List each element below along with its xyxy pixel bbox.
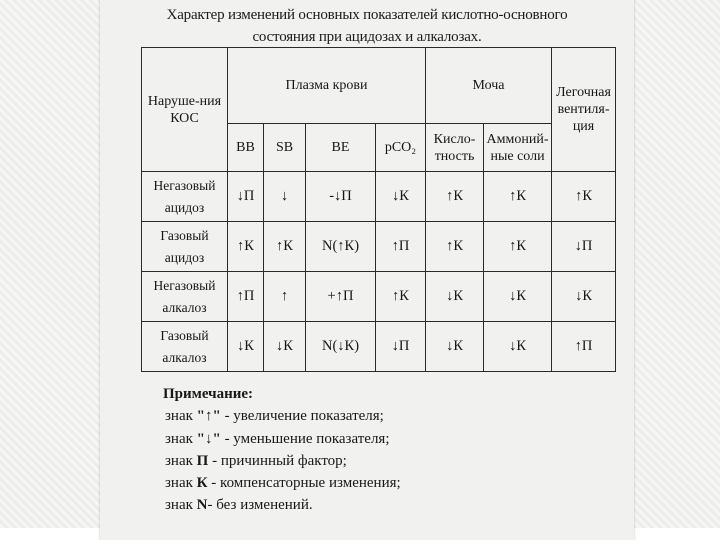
note-up-text: - увеличение показателя; — [220, 408, 384, 425]
cell-sb: ↓ — [264, 172, 306, 222]
cell-sb: ↑К — [264, 222, 306, 272]
row-label: Газовый алкалоз — [142, 322, 228, 372]
cell-bb: ↓П — [228, 172, 264, 222]
table-row — [142, 172, 616, 222]
cell-bb: ↓К — [228, 322, 264, 372]
cell-ammonium: ↓К — [484, 322, 552, 372]
cell-lung: ↑К — [552, 172, 616, 222]
cell-lung: ↓П — [552, 222, 616, 272]
row-label: Негазовый ацидоз — [142, 172, 228, 222]
cell-sb: ↓К — [264, 322, 306, 372]
note-p-text: - причинный фактор; — [208, 452, 347, 469]
note-n-text: - без изменений. — [207, 497, 313, 514]
note-up — [163, 405, 401, 427]
note-down-symbol: "↓" — [196, 430, 221, 447]
subheader-be: BE — [306, 124, 376, 172]
header-lung-label: Легочная вентиля-ция — [556, 85, 611, 134]
cell-lung: ↓К — [552, 272, 616, 322]
cell-be: +↑П — [306, 272, 376, 322]
subheader-acidity: Кисло-тность — [426, 124, 484, 172]
header-disorder — [142, 48, 228, 172]
title-line-2: состояния при ацидозах и алкалозах. — [252, 29, 482, 45]
row-label: Газовый ацидоз — [142, 222, 228, 272]
cell-bb: ↑П — [228, 272, 264, 322]
table-row — [142, 322, 616, 372]
kos-table — [141, 47, 616, 372]
subheader-ammonium: Аммоний-ные соли — [484, 124, 552, 172]
cell-bb: ↑К — [228, 222, 264, 272]
cell-be: N(↓К) — [306, 322, 376, 372]
note-down — [163, 428, 401, 450]
cell-ammonium: ↑К — [484, 222, 552, 272]
header-plasma-label: Плазма крови — [285, 78, 368, 93]
cell-ammonium: ↓К — [484, 272, 552, 322]
cell-sb: ↑ — [264, 272, 306, 322]
row-label: Негазовый алкалоз — [142, 272, 228, 322]
note-n — [163, 494, 401, 516]
title-line-1: Характер изменений основных показателей кислотно-основного — [166, 7, 568, 23]
header-urine — [426, 48, 552, 124]
note-word: знак — [165, 452, 193, 469]
note-word: знак — [165, 430, 193, 447]
cell-pco2: ↓П — [376, 322, 426, 372]
note-word: знак — [165, 497, 193, 514]
scanned-page — [100, 0, 634, 540]
notes-heading: Примечание: — [163, 386, 254, 402]
note-k-text: - компенсаторные изменения; — [207, 475, 401, 492]
header-disorder-label: Наруше-ния КОС — [147, 93, 222, 126]
table-row — [142, 272, 616, 322]
cell-pco2: ↓К — [376, 172, 426, 222]
left-background-stripe — [0, 0, 100, 540]
note-k-symbol: К — [196, 475, 208, 492]
cell-pco2: ↑К — [376, 272, 426, 322]
legend-notes — [163, 383, 401, 517]
note-word: знак — [165, 475, 193, 492]
cell-be: -↓П — [306, 172, 376, 222]
cell-acidity: ↓К — [426, 322, 484, 372]
page-title — [100, 4, 634, 48]
subheader-pco2: pCO₂ — [376, 124, 426, 172]
header-plasma — [228, 48, 426, 124]
note-p — [163, 450, 401, 472]
cell-acidity: ↑К — [426, 222, 484, 272]
note-k — [163, 472, 401, 494]
note-word: знак — [165, 408, 193, 425]
cell-acidity: ↓К — [426, 272, 484, 322]
note-n-symbol: N — [196, 497, 208, 514]
cell-ammonium: ↑К — [484, 172, 552, 222]
subheader-sb: SB — [264, 124, 306, 172]
header-row — [142, 48, 616, 124]
cell-lung: ↑П — [552, 322, 616, 372]
note-p-symbol: П — [196, 452, 209, 469]
note-up-symbol: "↑" — [196, 408, 221, 425]
subheader-bb: BB — [228, 124, 264, 172]
cell-acidity: ↑К — [426, 172, 484, 222]
table-row — [142, 222, 616, 272]
header-lung — [552, 48, 616, 172]
cell-be: N(↑К) — [306, 222, 376, 272]
header-urine-label: Моча — [472, 78, 505, 93]
right-background-stripe — [620, 0, 720, 540]
note-down-text: - уменьшение показателя; — [220, 430, 390, 447]
cell-pco2: ↑П — [376, 222, 426, 272]
